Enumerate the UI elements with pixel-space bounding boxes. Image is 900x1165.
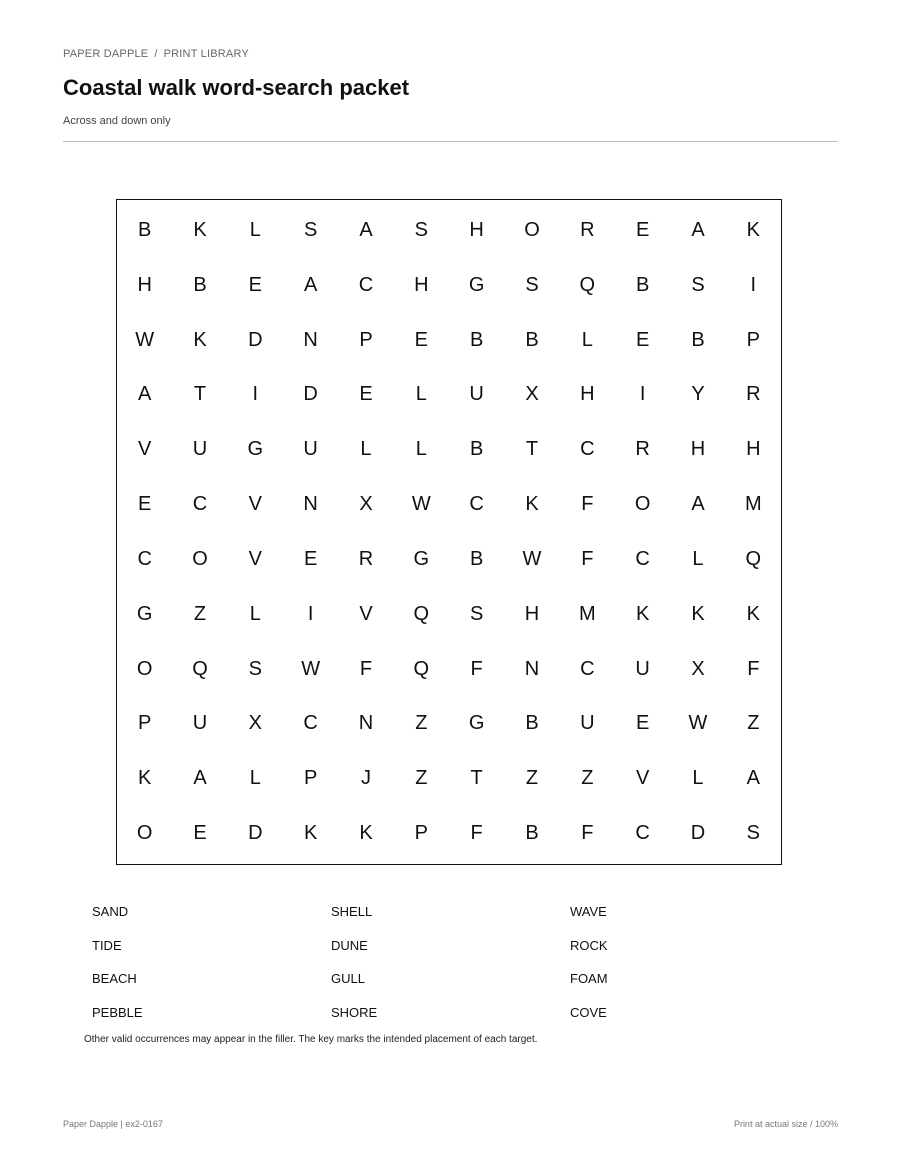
grid-cell: K — [691, 602, 705, 625]
grid-cell: K — [137, 767, 152, 790]
grid-cell: K — [359, 822, 373, 845]
grid-cell: F — [581, 493, 594, 516]
grid-cell: H — [469, 218, 484, 241]
word-list-item: PEBBLE — [92, 1004, 143, 1020]
grid-cell: Z — [581, 767, 594, 790]
grid-cell: S — [525, 273, 539, 296]
breadcrumb-site: PAPER DAPPLE — [63, 48, 149, 60]
grid-cell: G — [136, 602, 153, 625]
word-list-item: SHORE — [331, 1004, 378, 1020]
grid-cell: C — [635, 822, 650, 845]
grid-cell: E — [303, 547, 318, 570]
grid-cell: L — [692, 547, 704, 570]
grid-cell: C — [137, 547, 152, 570]
page-subtitle: Across and down only — [63, 115, 171, 127]
grid-cell: B — [525, 712, 539, 735]
grid-cell: E — [248, 273, 262, 296]
grid-cell: I — [252, 383, 259, 406]
grid-cell: E — [414, 328, 428, 351]
grid-cell: L — [415, 383, 427, 406]
grid-cell: L — [249, 218, 261, 241]
grid-cell: K — [525, 493, 539, 516]
grid-cell: I — [750, 273, 757, 296]
footer-print-hint: Print at actual size / 100% — [733, 1119, 838, 1129]
grid-cell: U — [469, 383, 484, 406]
grid-cell: Q — [413, 657, 430, 680]
grid-cell: G — [468, 273, 485, 296]
grid-cell: X — [525, 383, 539, 406]
grid-cell: A — [303, 273, 318, 296]
grid-cell: C — [303, 712, 318, 735]
grid-cell: K — [303, 822, 318, 845]
grid-cell: S — [691, 273, 705, 296]
grid-cell: A — [193, 767, 207, 790]
grid-cell: B — [525, 328, 539, 351]
grid-cell: H — [137, 273, 152, 296]
grid-cell: B — [137, 218, 152, 241]
grid-cell: M — [744, 493, 762, 516]
grid-cell: H — [524, 602, 540, 625]
grid-cell: P — [414, 822, 428, 845]
grid-cell: D — [690, 822, 706, 845]
grid-cell: F — [581, 547, 594, 570]
grid-cell: T — [193, 383, 207, 406]
grid-cell: W — [522, 547, 542, 570]
grid-cell: N — [303, 493, 318, 516]
word-list-item: DUNE — [331, 937, 368, 953]
grid-cell: R — [358, 547, 374, 570]
grid-cell: E — [635, 218, 650, 241]
grid-cell: B — [469, 438, 484, 461]
grid-cell: G — [468, 712, 485, 735]
word-list-item: BEACH — [92, 971, 137, 986]
grid-cell: S — [414, 218, 428, 241]
word-list-item: FOAM — [570, 971, 608, 986]
grid-cell: C — [192, 493, 208, 516]
grid-cell: L — [415, 438, 427, 461]
grid-cell: F — [581, 822, 594, 845]
grid-cell: A — [691, 493, 705, 516]
grid-cell: S — [248, 657, 262, 680]
grid-cell: E — [635, 328, 650, 351]
grid-cell: K — [635, 602, 650, 625]
grid-cell: M — [578, 602, 596, 625]
grid-cell: K — [746, 602, 760, 625]
grid-cell: X — [248, 712, 262, 735]
grid-cell: S — [303, 218, 318, 241]
grid-cell: D — [248, 328, 263, 351]
grid-cell: I — [639, 383, 646, 406]
grid-cell: A — [137, 383, 152, 406]
grid-cell: E — [359, 383, 373, 406]
grid-cell: W — [135, 328, 155, 351]
grid-cell: V — [137, 438, 152, 461]
grid-cell: N — [303, 328, 318, 351]
grid-cell: C — [469, 493, 484, 516]
grid-cell: U — [303, 438, 318, 461]
grid-cell: D — [248, 822, 263, 845]
grid-cell: K — [746, 218, 760, 241]
grid-cell: O — [136, 822, 153, 845]
grid-cell: H — [690, 438, 706, 461]
grid-cell: P — [359, 328, 373, 351]
grid-cell: Z — [525, 767, 539, 790]
grid-cell: F — [359, 657, 373, 680]
letter-grid — [116, 199, 782, 865]
grid-cell: N — [358, 712, 374, 735]
grid-cell: C — [358, 273, 374, 296]
grid-cell: B — [193, 273, 207, 296]
grid-cell: O — [524, 218, 540, 241]
word-list-item: WAVE — [570, 904, 607, 919]
grid-cell: P — [137, 712, 152, 735]
grid-cell: E — [137, 493, 152, 516]
grid-cell: L — [581, 328, 593, 351]
grid-cell: U — [192, 438, 208, 461]
word-list-item: COVE — [570, 1004, 607, 1020]
grid-cell: G — [247, 438, 264, 461]
grid-cell: V — [248, 493, 262, 516]
grid-cell: T — [525, 438, 539, 461]
footer-id: Paper Dapple | ex2-0167 — [63, 1119, 163, 1129]
grid-cell: C — [580, 657, 595, 680]
grid-cell: S — [746, 822, 760, 845]
filler-note: Other valid occurrences may appear in the filler. The key marks the intended placement of each target. — [84, 1034, 538, 1045]
grid-cell: F — [470, 822, 483, 845]
word-list — [92, 904, 812, 1038]
grid-cell: U — [635, 657, 650, 680]
grid-cell: Q — [745, 547, 762, 570]
word-list-item: ROCK — [570, 937, 608, 953]
grid-cell: Y — [691, 383, 705, 406]
grid-cell: P — [746, 328, 760, 351]
grid-cell: Z — [415, 712, 428, 735]
grid-cell: E — [635, 712, 650, 735]
grid-cell: L — [360, 438, 372, 461]
grid-cell: W — [688, 712, 708, 735]
grid-cell: A — [746, 767, 760, 790]
grid-cell: A — [691, 218, 705, 241]
grid-cell: V — [248, 547, 262, 570]
grid-cell: L — [249, 602, 261, 625]
grid-cell: Q — [579, 273, 596, 296]
grid-cell: Z — [747, 712, 760, 735]
grid-cell: P — [303, 767, 318, 790]
grid-cell: B — [469, 547, 484, 570]
grid-cell: F — [470, 657, 483, 680]
grid-cell: O — [136, 657, 153, 680]
grid-cell: C — [580, 438, 595, 461]
header-divider — [63, 141, 838, 142]
word-list-item: GULL — [331, 971, 365, 986]
grid-cell: S — [469, 602, 484, 625]
grid-cell: U — [192, 712, 208, 735]
grid-cell: B — [525, 822, 539, 845]
breadcrumb — [63, 48, 249, 60]
grid-cell: V — [359, 602, 373, 625]
grid-cell: F — [747, 657, 760, 680]
grid-cell: U — [580, 712, 595, 735]
grid-cell: E — [193, 822, 207, 845]
word-list-item: SAND — [92, 904, 129, 919]
grid-cell: L — [692, 767, 704, 790]
grid-cell: R — [746, 383, 761, 406]
grid-cell: X — [359, 493, 373, 516]
grid-cell: V — [635, 767, 650, 790]
grid-cell: T — [470, 767, 483, 790]
word-list-item: SHELL — [331, 904, 373, 919]
grid-cell: H — [414, 273, 429, 296]
grid-cell: H — [580, 383, 595, 406]
grid-cell: Z — [193, 602, 207, 625]
grid-cell: R — [635, 438, 650, 461]
grid-cell: I — [307, 602, 314, 625]
grid-cell: B — [635, 273, 650, 296]
grid-cell: G — [413, 547, 430, 570]
grid-cell: J — [360, 767, 371, 790]
page-title: Coastal walk word-search packet — [63, 75, 410, 100]
grid-cell: Q — [192, 657, 208, 680]
word-list-item: TIDE — [92, 937, 122, 953]
grid-cell: H — [746, 438, 761, 461]
grid-cell: K — [193, 328, 207, 351]
grid-cell: O — [192, 547, 208, 570]
breadcrumb-section: PRINT LIBRARY — [163, 48, 249, 60]
grid-cell: W — [301, 657, 321, 680]
grid-cell: C — [635, 547, 650, 570]
grid-cell: Q — [413, 602, 430, 625]
grid-cell: Z — [415, 767, 428, 790]
grid-cell: O — [634, 493, 651, 516]
grid-cell: D — [303, 383, 318, 406]
grid-cell: R — [580, 218, 595, 241]
grid-cell: X — [691, 657, 705, 680]
grid-cell: N — [524, 657, 540, 680]
grid-cell: A — [359, 218, 373, 241]
grid-cell: W — [411, 493, 431, 516]
grid-cell: B — [691, 328, 705, 351]
grid-cell: B — [469, 328, 484, 351]
breadcrumb-separator: / — [154, 48, 158, 60]
grid-cell: K — [193, 218, 207, 241]
grid-cell: L — [249, 767, 261, 790]
